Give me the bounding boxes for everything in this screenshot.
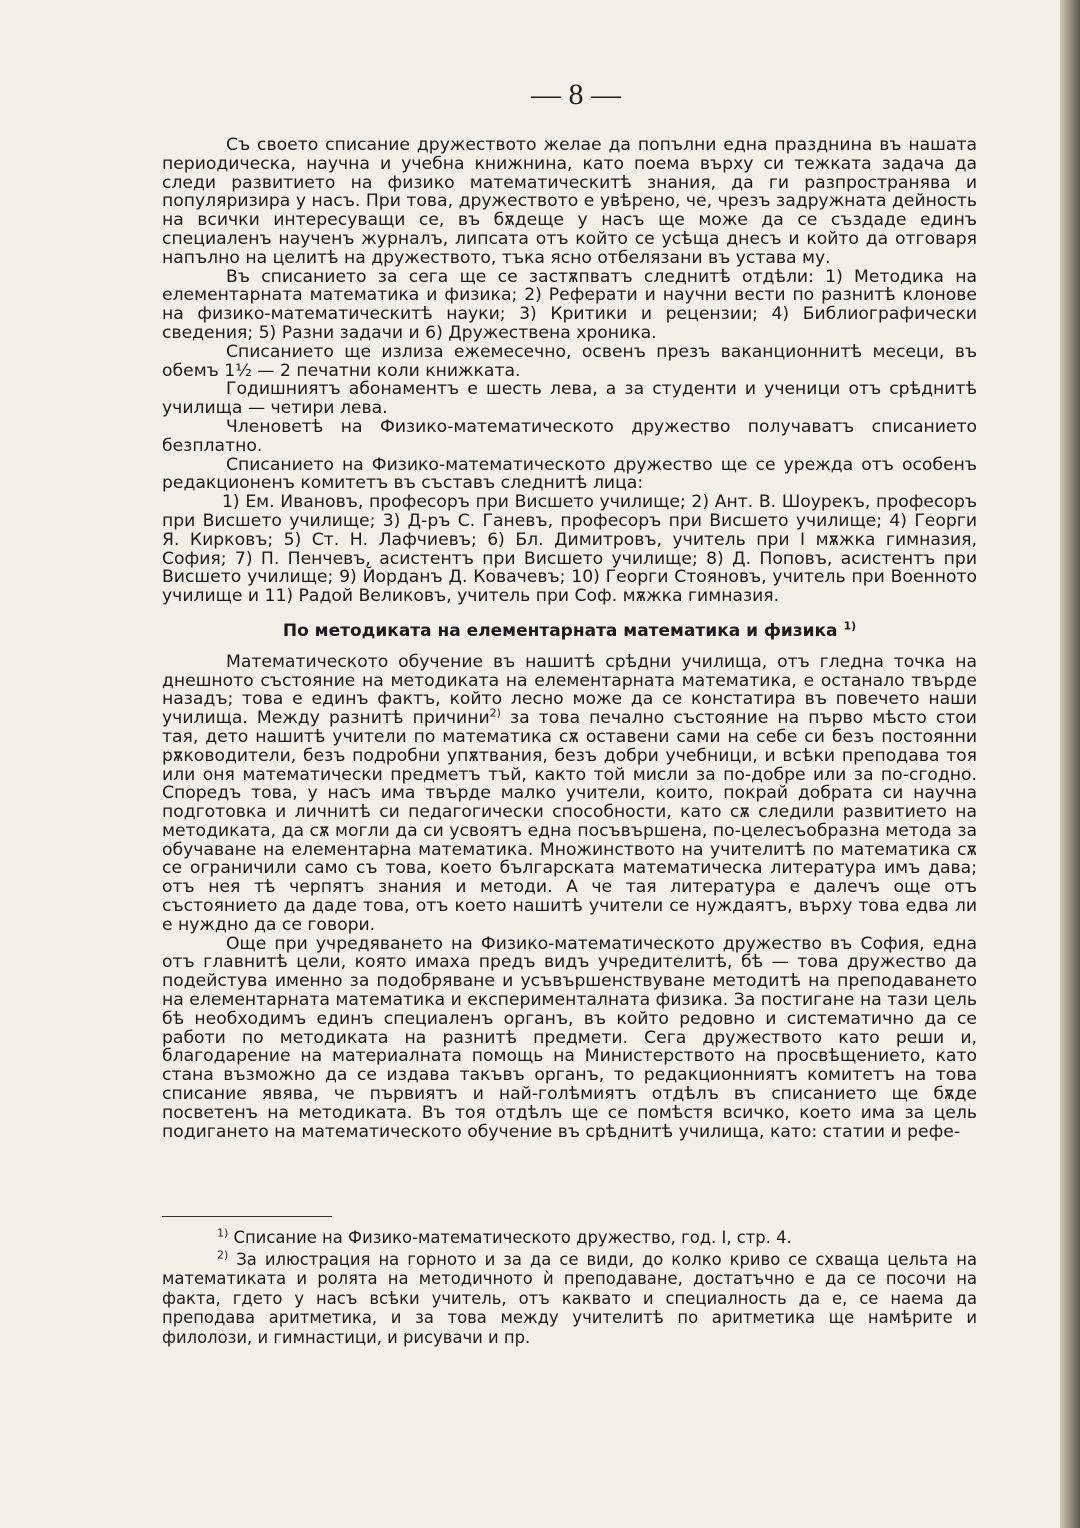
page-number: — 8 —: [531, 78, 621, 111]
sections-paragraph: Въ списанието за сега ще се застѫпватъ следнитѣ отдѣли: 1) Методика на елементарната математика и физика; 2) Реферати и научни вести по разнитѣ клонове на физико-математическитѣ науки; 3) Критики и рецензии; 4) Библиографически сведения; 5) Разни задачи и 6) Дружествена хроника.: [162, 266, 977, 343]
footnote-rule: [162, 1216, 332, 1217]
methodology-paragraph-1: [162, 653, 977, 935]
members-paragraph: Членоветѣ на Физико-математическото дружество получаватъ списанието безплатно.: [162, 416, 977, 456]
section-heading: [162, 619, 977, 641]
committee-intro-paragraph: Списанието на Физико-математическото дружество ще се урежда отъ особенъ редакционенъ комитетъ въ съставъ следнитѣ лица:: [162, 454, 977, 494]
book-spine: [1060, 0, 1080, 1528]
frequency-paragraph: Списанието ще излиза ежемесечно, освенъ презъ ваканционнитѣ месеци, въ обемъ 1½ — 2 печатни коли книжката.: [162, 341, 977, 381]
footnote-2: [162, 1250, 977, 1348]
intro-paragraph: Съ своето списание дружеството желае да попълни една празднина въ нашата периодическа, научна и учебна книжнина, като поема върху си тежката задача да следи развитието на физико математическитѣ знания, да ги разпространява и популяризира у насъ. При това, дружеството е увѣрено, че, чрезъ задружната дейность на всички интересуващи се, въ бѫдеще у насъ ще може да се създаде единъ специаленъ наученъ журналъ, липсата отъ който се усѣща днесъ и който да отговаря напълно на целитѣ на дружеството, тъка ясно отбелязани въ устава му.: [162, 135, 977, 268]
methodology-text-b: за това печално състояние на първо мѣсто стои тая, дето нашитѣ учители по математика сѫ оставени сами на себе си безъ постоянни рѫководители, безъ подробни упѫтвания, безъ добри учебници, и всѣки преподава тоя или оня математически предметъ тъй, както той мисли за по-добре или за по-сгодно. Споредъ това, у насъ има твърде малко учители, които, покрай добрата си научна подготовка и личнитѣ си педагогически способности, като сѫ следили развитието на методиката, да сѫ могли да си усвоятъ една посъвършена, по-целесъобразна метода за обучаване на елементарна математика. Множинството на учителитѣ по математика сѫ се ограничили само съ това, което българската математическа литература имъ дава; отъ нея тѣ черпятъ знания и методи. А че тая литература е далечъ още отъ състоянието да даде това, отъ което нашитѣ учители се нуждаятъ, върху това едва ли е нуждно да се говори.: [162, 708, 977, 935]
footnote-mark: 1): [217, 1226, 229, 1240]
section-heading-text: По методиката на елементарната математика и физика: [282, 620, 838, 641]
subscription-paragraph: Годишниятъ абонаментъ е шесть лева, а за студенти и ученици отъ срѣднитѣ училища — четири лева.: [162, 379, 977, 419]
footnote-text: За илюстрация на горното и за да се види, до колко криво се схваща цельта на математиката и ролята на методичното ѝ преподаване, достатъчно е да се посочи на факта, гдето у насъ всѣки учитель, отъ каквато и специалность да е, се наема да преподава аритметика, и за това между учителитѣ по аритметика ще намѣрите и филолози, и гимнастици, и рисувачи и пр.: [162, 1249, 977, 1347]
footnote-mark: 2): [217, 1248, 229, 1262]
committee-list: 1) Ем. Ивановъ, професоръ при Висшето училище; 2) Ант. В. Шоурекъ, професоръ при Висшето училище; 3) Д-ръ С. Ганевъ, професоръ при Висшето училище; 4) Георги Я. Кирковъ; 5) Ст. Н. Лафчиевъ; 6) Бл. Димитровъ, учитель при I мѫжка гимназия, София; 7) П. Пенчевъ, асистентъ при Висшето училище; 8) Д. Поповъ, асистентъ при Висшето училище; 9) Йорданъ Д. Ковачевъ; 10) Георги Стояновъ, учитель при Военното училище и 11) Радой Великовъ, учитель при Соф. мѫжка гимназия.: [162, 492, 977, 607]
methodology-text-a: Математическото обучение въ нашитѣ срѣдни училища, отъ гледна точка на днешното състояние на методиката на елементарната математика, е останало твърде назадъ; това е единъ фактъ, който лесно може да се констатира въ повечето наши училища. Между разнитѣ причини: [162, 651, 977, 729]
footnote-ref-2: 2): [489, 706, 501, 720]
methodology-paragraph-2: Още при учредяването на Физико-математическото дружество въ София, една отъ главнитѣ цели, която имаха предъ видъ учредителитѣ, бѣ — това дружество да подейстува именно за подобряване и усъвършенствуване методитѣ на преподаването на елементарната математика и експерименталната физика. За постигане на тази цель бѣ необходимъ единъ специаленъ органъ, въ който редовно и систематично да се работи по методиката на разнитѣ предмети. Сега дружеството като реши и, благодарение на материалната помощь на Министерството на просвѣщението, като стана възможно да се издава такъвъ органъ, то редакционниятъ комитетъ на това списание явява, че първиятъ и най-голѣмиятъ отдѣлъ въ списанието ще бѫде посветенъ на методиката. Въ тоя отдѣлъ ще се помѣстя всичко, което има за цель подигането на математическото обучение въ срѣднитѣ училища, като: статии и рефе-: [162, 933, 977, 1142]
footnote-ref-1: 1): [843, 619, 857, 633]
footnote-1: [162, 1228, 977, 1248]
page-body: [162, 136, 977, 1141]
footnotes: [162, 1228, 977, 1349]
footnote-text: Списание на Физико-математическото дружество, год. I, стр. 4.: [233, 1228, 792, 1247]
